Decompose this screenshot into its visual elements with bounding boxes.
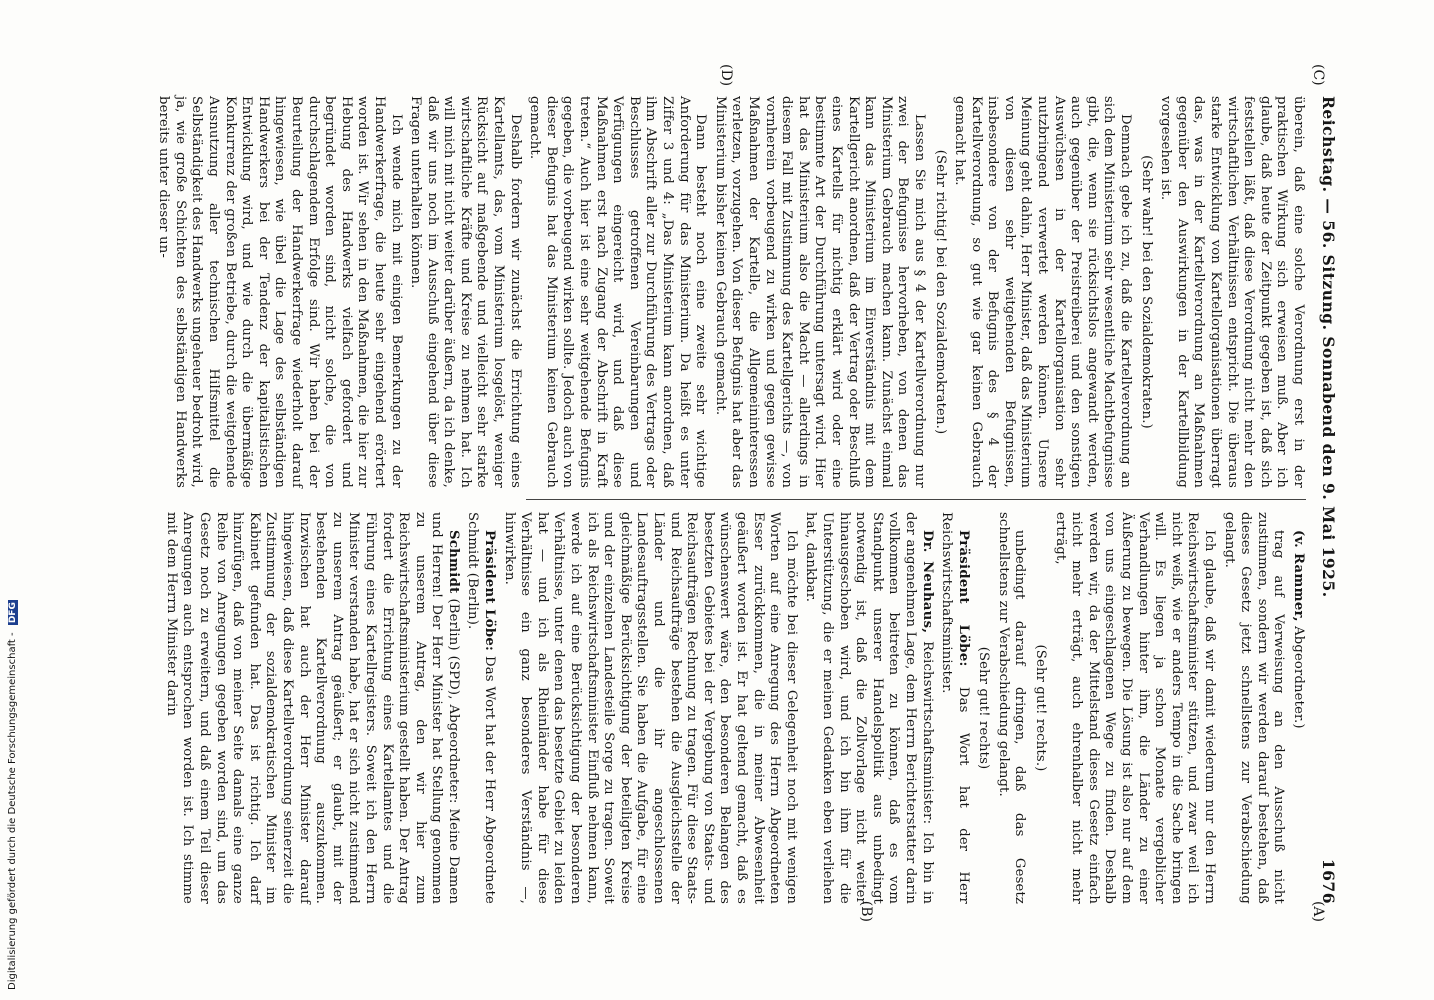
paragraph: Ich glaube, daß wir damit wiederum nur den Herrn Reichswirtschaftsminister stützen, und zwar weil ich nicht weiß, wie er anders Tempo in die Sache bringen will. Es liegen ja schon Monate vergeblicher Verhandlungen hinter ihm, die Länder zu einer Äußerung zu bewegen. Die Lösung ist also nur auf dem von uns eingeschlagenen Wege zu finden. Deshalb werden wir, da der Mittelstand dieses Gesetz einfach nicht mehr erträgt, auch ehrenhalber nicht mehr erträgt, xyxy=(1052,512,1218,904)
column-divider xyxy=(526,499,1306,500)
running-title: Reichstag. — 56. Sitzung. Sonnabend den 9. Mai 1925. xyxy=(1319,96,1338,598)
paragraph: Dann besteht noch eine zweite sehr wichtige Anforderung für das Ministerium. Da heißt es unter Ziffer 3 und 4: „Das Ministerium kann anordnen, daß ihm Abschrift aller zur Durchführung des Vertrags oder Beschlusses getroffenen Vereinbarungen und Verfügungen eingereicht wird, und daß diese Maßnahmen erst nach Zugang der Abschrift in Kraft treten.“ Auch hier ist eine sehr weitgehende Befugnis gegeben, die vorbeugend wirken sollte. Jedoch auch von dieser Befugnis hat das Ministerium keinen Gebrauch gemacht. xyxy=(527,96,709,488)
page-number: 1676 xyxy=(1319,858,1338,904)
interjection: (Sehr richtig! bei den Sozialdemokraten.) xyxy=(932,149,948,435)
credit-text: Digitalisierung gefördert durch die Deutsche Forschungsgemeinschaft - xyxy=(7,632,18,990)
margin-mark-c: (C) xyxy=(1310,64,1326,86)
paragraph: überein, daß eine solche Verordnung erst in der praktischen Wirkung sich erweisen muß. Aber ich glaube, daß heute der Zeitpunkt gegeben ist, daß sich feststellen läßt, daß diese Verordnung nicht mehr den wirtschaftlichen Verhältnissen entspricht. Die überaus starke Entwicklung von Kartellorganisationen überragt das, was in der Kartellverordnung an Maßnahmen gegenüber den Auswirkungen in der Kartellbildung vorgesehen ist. xyxy=(1158,96,1306,488)
page-header xyxy=(1314,96,1338,904)
text-column-left xyxy=(159,512,1306,904)
speaker-name: Präsident Löbe: xyxy=(955,530,971,667)
margin-mark-b: (B) xyxy=(858,900,874,922)
paragraph: Demnach gebe ich zu, daß die Kartellverordnung an sich dem Ministerium sehr wesentliche Machtbefugnisse gibt, die, wenn sie rücksichtslos angewandt werden, auch gegenüber der Preistreiberei und den sonstigen Auswüchsen in der Kartellorganisation sehr nutzbringend verwertet werden können. Unsere Meinung geht dahin, Herr Minister, daß das Ministerium von diesen sehr weitgehenden Befugnissen, insbesondere von der Befugnis des § 4 der Kartellverordnung, so gut wie gar keinen Gebrauch gemacht hat. xyxy=(952,96,1134,488)
speaker-paragraph xyxy=(938,512,971,904)
margin-mark-d: (D) xyxy=(718,64,734,87)
dfg-logo: DFG xyxy=(8,602,18,624)
speaker-text: (Berlin) (SPD), Abgeordneter: Meine Damen und Herren! Der Herr Minister hat Stellung genommen zu unserem Antrag, den wir hier zum Reichswirtschaftsministerium gestellt haben. Der Antrag fordert die Errichtung eines Kartellamtes und die Führung eines Kartellregisters. Soweit ich den Herrn Minister verstanden habe, hat er sich nicht zustimmend zu unserem Antrag geäußert; er glaubt, mit der bestehenden Kartellverordnung auszukommen. Inzwischen hat auch der Herr Minister darauf hingewiesen, daß diese Kartellverordnung seinerzeit die Zustimmung der sozialdemokratischen Minister im Kabinett gefunden hat. Das ist richtig. Ich darf hinzufügen, daß von meiner Seite damals eine ganze Reihe von Anregungen gegeben worden sind, um das Gesetz noch zu erweitern, und daß einem Teil dieser Anregungen auch entsprochen worden ist. Ich stimme mit dem Herrn Minister darin xyxy=(163,512,461,904)
paragraph: Ich möchte bei dieser Gelegenheit noch mit wenigen Worten auf eine Anregung des Herrn Abgeordneten Esser zurückkommen, die in meiner Abwesenheit geäußert worden ist. Er hat geltend gemacht, daß es wünschenswert wäre, den besonderen Belangen des besetzten Gebietes bei der Vergebung von Staats- und Reichsaufträgen Rechnung zu tragen. Für diese Staats- und Reichsaufträge bestehen die Ausgleichsstelle der Länder und die ihr angeschlossenen Landesauftragsstellen. Sie haben die Aufgabe, für eine gleichmäßige Berücksichtigung der beteiligten Kreise und der einzelnen Landesteile Sorge zu tragen. Soweit ich als Reichswirtschaftsminister Einfluß nehmen kann, werde ich auf eine Berücksichtigung der besonderen Verhältnisse, unter denen das besetzte Gebiet zu leiden hat — und ich als Rheinländer habe für diese Verhältnisse ein ganz besonderes Verständnis —, hinwirken. xyxy=(501,512,799,904)
speaker-text: Abgeordneter.) xyxy=(1291,621,1306,729)
speaker-paragraph xyxy=(464,512,497,904)
speaker-text: Reichswirtschaftsminister: Ich bin in der angenehmen Lage, dem Herrn Berichterstatter darin vollkommen beitreten zu können, daß es vom Standpunkt unserer Handelspolitik aus unbedingt notwendig ist, daß die Zollvorlage nicht weiter hinausgeschoben wird, und ich bin ihm für die Unterstützung, die er meinen Gedanken eben verliehen hat, dankbar. xyxy=(803,512,935,904)
speaker-paragraph xyxy=(1289,512,1306,904)
speaker-name: (v. Rammer, xyxy=(1291,530,1306,622)
speaker-name: Präsident Löbe: xyxy=(482,530,498,652)
interjection: (Sehr gut! rechts.) xyxy=(1033,644,1049,772)
text-column-right xyxy=(152,96,1306,488)
speaker-paragraph xyxy=(802,512,935,904)
interjection: (Sehr wahr! bei den Sozialdemokraten.) xyxy=(1138,155,1154,429)
paragraph: Lassen Sie mich aus § 4 der Kartellverordnung nur zwei der Befugnisse hervorheben, von denen das Ministerium Gebrauch machen kann. Zunächst einmal kann das Ministerium im Einverständnis mit dem Kartellgericht anordnen, daß der Vertrag oder Beschluß eines Kartells für nichtig erklärt wird oder eine bestimmte Art der Durchführung untersagt wird. Hier hat das Ministerium also die Macht — allerdings in diesem Fall mit Zustimmung des Kartellgerichts —, von vornherein vorbeugend zu wirken und gegen gewisse Maßnahmen der Kartelle, die Allgemeininteressen verletzen, vorzugehen. Von dieser Befugnis hat aber das Ministerium bisher keinen Gebrauch gemacht. xyxy=(712,96,927,488)
speaker-text: Das Wort hat der Herr Reichswirtschaftsminister. xyxy=(939,512,971,904)
margin-mark-a: (A) xyxy=(1310,900,1326,922)
paragraph: unbedingt darauf dringen, daß das Gesetz schnellstens zur Verabschiedung gelangt. xyxy=(995,512,1028,904)
paragraph: trag auf Verweisung an den Ausschuß nicht zustimmen, sondern wir werden darauf bestehen, daß dieses Gesetz jetzt schnellstens zur Verabschiedung gelangt. xyxy=(1221,512,1287,904)
speaker-paragraph xyxy=(162,512,461,904)
paragraph: Ich wende mich mit einigen Bemerkungen zu der Handwerkerfrage, die heute sehr eingehend erörtert worden ist. Wir sehen in den Maßnahmen, die hier zur Hebung des Handwerks vielfach gefordert und begründet worden sind, nicht solche, die von durchschlagendem Erfolge sind. Wir haben bei der Beurteilung der Handwerkerfrage wiederholt darauf hingewiesen, wie übel die Lage des selbständigen Handwerkers bei der Tendenz der kapitalistischen Entwicklung wird, und wie durch die übermäßige Konkurrenz der großen Betriebe, durch die weitgehende Ausnutzung aller technischen Hilfsmittel die Selbständigkeit des Handwerks ungeheuer bedroht wird, ja, wie große Schichten des selbständigen Handwerks bereits unter dieser un- xyxy=(156,96,404,489)
speaker-name: Schmidt xyxy=(445,530,461,594)
interjection: (Sehr gut! rechts) xyxy=(976,646,992,770)
speaker-name: Dr. Neuhaus, xyxy=(919,530,935,634)
paragraph: Deshalb fordern wir zunächst die Errichtung eines Kartellamts, das, vom Ministerium losgelöst, weniger Rücksicht auf maßgebende und vielleicht sehr starke wirtschaftliche Kräfte und Kreise zu nehmen hat. Ich will mich mit nicht weiter darüber äußern, da ich denke, daß wir uns noch im Ausschuß eingehend über diese Fragen unterhalten können. xyxy=(408,96,523,488)
speaker-text: Das Wort hat der Herr Abgeordnete Schmidt (Berlin). xyxy=(465,512,498,904)
